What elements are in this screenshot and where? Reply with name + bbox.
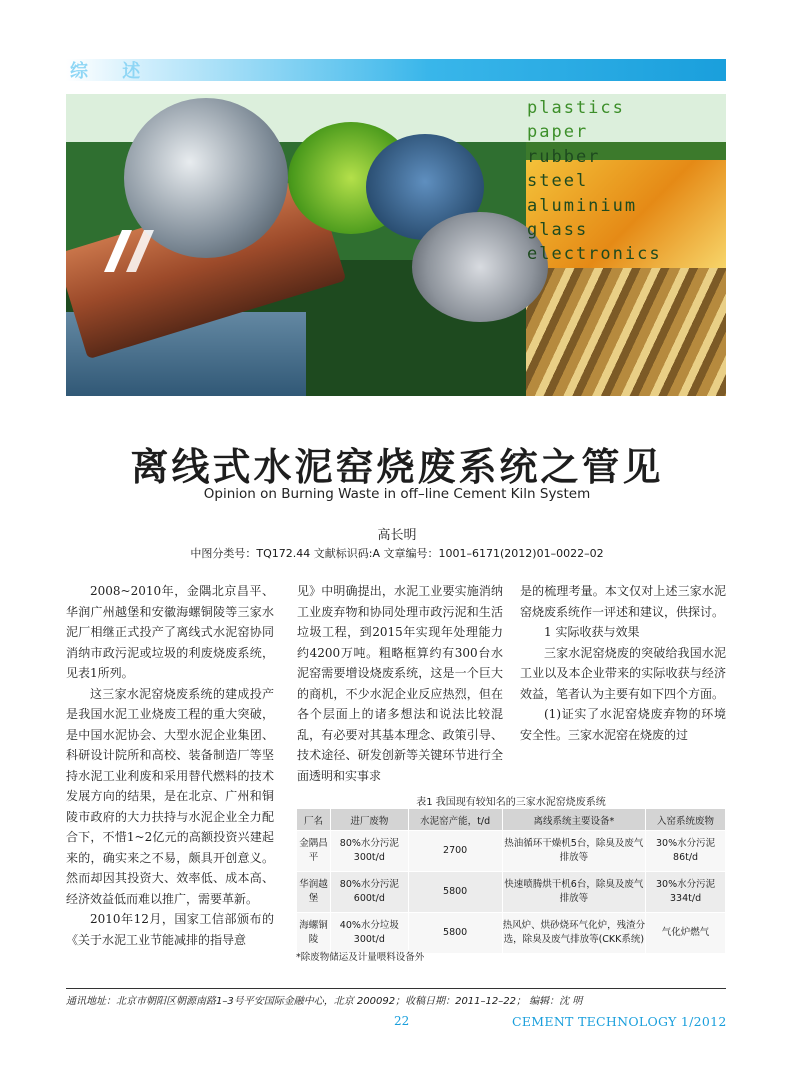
waste-kiln-table xyxy=(296,808,726,954)
paragraph: 是的梳理考量。本文仅对上述三家水泥窑烧废系统作一评述和建议，供探讨。 xyxy=(520,584,726,619)
section-label: 综 述 xyxy=(70,61,155,82)
table-row xyxy=(297,831,726,872)
table-header: 水泥窑产能，t/d xyxy=(408,809,502,831)
table-header: 离线系统主要设备* xyxy=(502,809,646,831)
table-cell: 30%水分污泥 334t/d xyxy=(646,872,726,913)
recycle-logo-icon xyxy=(100,226,160,276)
table-cell: 80%水分污泥 600t/d xyxy=(330,872,408,913)
article-title-english: Opinion on Burning Waste in off–line Cement Kiln System xyxy=(203,486,591,502)
journal-name: CEMENT TECHNOLOGY 1/2012 xyxy=(512,1014,727,1029)
collage-word-electronics: electronics xyxy=(527,244,662,265)
table-footnote: *除废物储运及计量喂料设备外 xyxy=(296,952,425,963)
collage-word-plastics: plastics xyxy=(527,98,625,118)
article-title: 离线式水泥窑烧废系统之管见 xyxy=(130,445,664,489)
body-column-3 xyxy=(520,581,726,745)
table-cell: 40%水分垃圾 300t/d xyxy=(330,913,408,954)
table-header-row xyxy=(297,809,726,831)
table-row xyxy=(297,913,726,954)
collage-scrap-metal xyxy=(526,268,726,396)
table-cell: 华润越堡 xyxy=(297,872,331,913)
section-band xyxy=(66,59,726,81)
table-cell: 5800 xyxy=(408,913,502,954)
table-cell: 金隅昌平 xyxy=(297,831,331,872)
body-column-2 xyxy=(297,581,503,786)
collage-word-glass: glass xyxy=(527,220,589,240)
table-header: 入窑系统废物 xyxy=(646,809,726,831)
collage-word-paper: paper xyxy=(527,122,589,143)
page-number: 22 xyxy=(394,1014,410,1028)
table-cell: 热油循环干燥机5台，除臭及废气排放等 xyxy=(502,831,646,872)
section-heading: 1 实际收获与效果 xyxy=(544,625,640,639)
author: 高长明 xyxy=(377,528,417,543)
table-cell: 80%水分污泥 300t/d xyxy=(330,831,408,872)
footer-rule xyxy=(66,988,726,989)
table-row xyxy=(297,872,726,913)
table-cell: 2700 xyxy=(408,831,502,872)
table-cell: 热风炉、烘砂烧环气化炉，残渣分选，除臭及废气排放等(CKK系统) xyxy=(502,913,646,954)
classification-meta: 中图分类号：TQ172.44 文献标识码:A 文章编号：1001–6171(2012)01–0022–02 xyxy=(190,547,604,560)
table-header: 进厂废物 xyxy=(330,809,408,831)
paragraph: 见》中明确提出，水泥工业要实施消纳工业废弃物和协同处理市政污泥和生活垃圾工程，到2015年实现年处理能力约4200万吨。粗略框算约有300台水泥窑需要增设烧废系统，这是一个巨大的商机，不少水泥企业反应热烈，但在各个层面上的诸多想法和说法比较混乱，有必要对其基本理念、政策引导、技术途径、研发创新等关键环节进行全面透明和实事求 xyxy=(297,584,503,783)
table-cell: 快速喷腾烘干机6台，除臭及废气排放等 xyxy=(502,872,646,913)
paragraph: 2008~2010年，金隅北京昌平、华润广州越堡和安徽海螺铜陵等三家水泥厂相继正式投产了离线式水泥窑协同消纳市政污泥或垃圾的利废烧废系统，见表1所列。 xyxy=(66,584,274,680)
table-caption: 表1 我国现有较知名的三家水泥窑烧废系统 xyxy=(416,797,606,808)
table-cell: 30%水分污泥 86t/d xyxy=(646,831,726,872)
collage-image xyxy=(66,94,726,396)
table-cell: 海螺铜陵 xyxy=(297,913,331,954)
paragraph: 这三家水泥窑烧废系统的建成投产是我国水泥工业烧废工程的重大突破，是中国水泥协会、大型水泥企业集团、科研设计院所和高校、装备制造厂等坚持水泥工业利废和采用替代燃料的技术发展方向的结果，是在北京、广州和铜陵市政府的大力扶持与水泥企业全力配合下，不惜1~2亿元的高额投资兴建起来的，确实来之不易，颇具开创意义。然而却因其投资大、效率低、成本高、经济效益低而难以推广，需要革新。 xyxy=(66,686,274,906)
table-cell: 5800 xyxy=(408,872,502,913)
footer-address: 通讯地址：北京市朝阳区朝源南路1–3号平安国际金融中心，北京 200092；收稿日期：2011–12–22； 编辑：沈 明 xyxy=(66,996,583,1007)
table-header: 厂名 xyxy=(297,809,331,831)
collage-word-rubber: rubber xyxy=(527,146,601,167)
table-cell: 气化炉燃气 xyxy=(646,913,726,954)
body-column-1 xyxy=(66,581,274,950)
collage-word-aluminium: aluminium xyxy=(527,195,638,216)
paragraph: (1)证实了水泥窑烧废弃物的环境安全性。三家水泥窑在烧废的过 xyxy=(520,707,726,742)
paragraph: 2010年12月，国家工信部颁布的《关于水泥工业节能减排的指导意 xyxy=(66,912,274,947)
collage-word-steel: steel xyxy=(527,171,589,192)
paragraph: 三家水泥窑烧废的突破给我国水泥工业以及本企业带来的实际收获与经济效益，笔者认为主要有如下四个方面。 xyxy=(520,645,726,701)
